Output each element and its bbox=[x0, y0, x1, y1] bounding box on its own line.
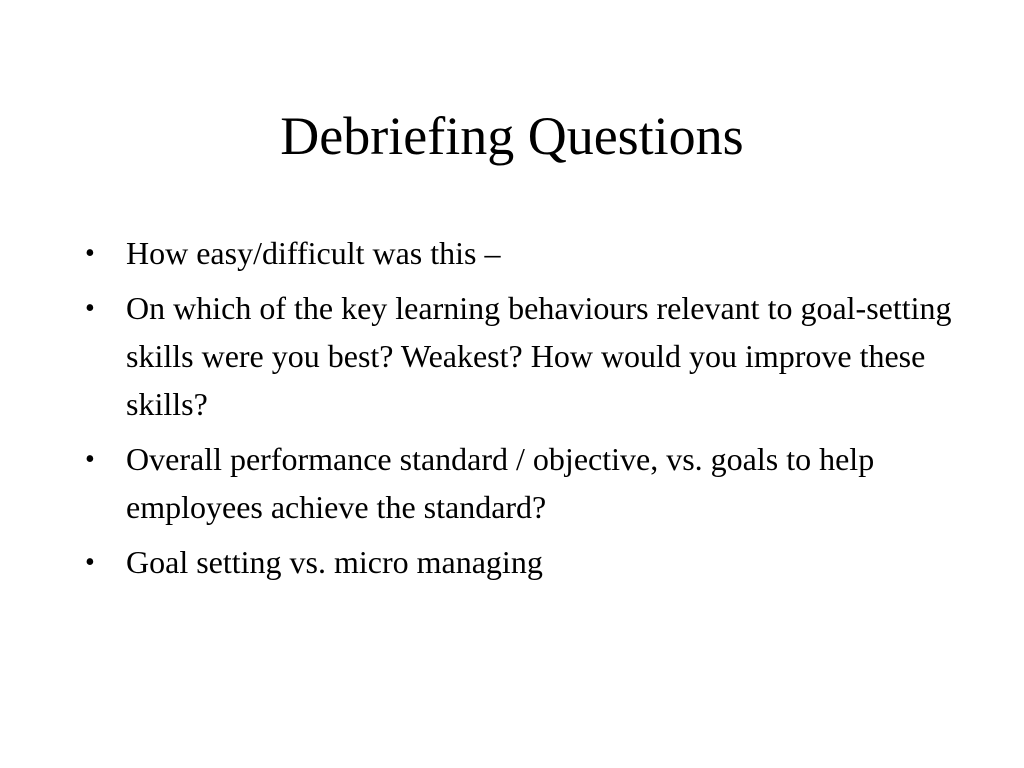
bullet-icon: • bbox=[85, 293, 95, 324]
bullet-item bbox=[83, 229, 963, 277]
bullet-text: How easy/difficult was this – bbox=[126, 235, 501, 271]
bullet-text: On which of the key learning behaviours relevant to goal-setting skills were you best? Weakest? How would you improve these skills? bbox=[126, 290, 952, 422]
bullet-item bbox=[83, 435, 963, 531]
bullet-icon: • bbox=[85, 547, 95, 578]
bullet-list bbox=[83, 229, 963, 593]
slide-title: Debriefing Questions bbox=[280, 106, 744, 166]
bullet-text: Overall performance standard / objective, vs. goals to help employees achieve the standard? bbox=[126, 441, 875, 525]
bullet-item bbox=[83, 284, 963, 428]
bullet-icon: • bbox=[85, 238, 95, 269]
bullet-text: Goal setting vs. micro managing bbox=[126, 544, 543, 580]
bullet-item bbox=[83, 538, 963, 586]
bullet-icon: • bbox=[85, 444, 95, 475]
